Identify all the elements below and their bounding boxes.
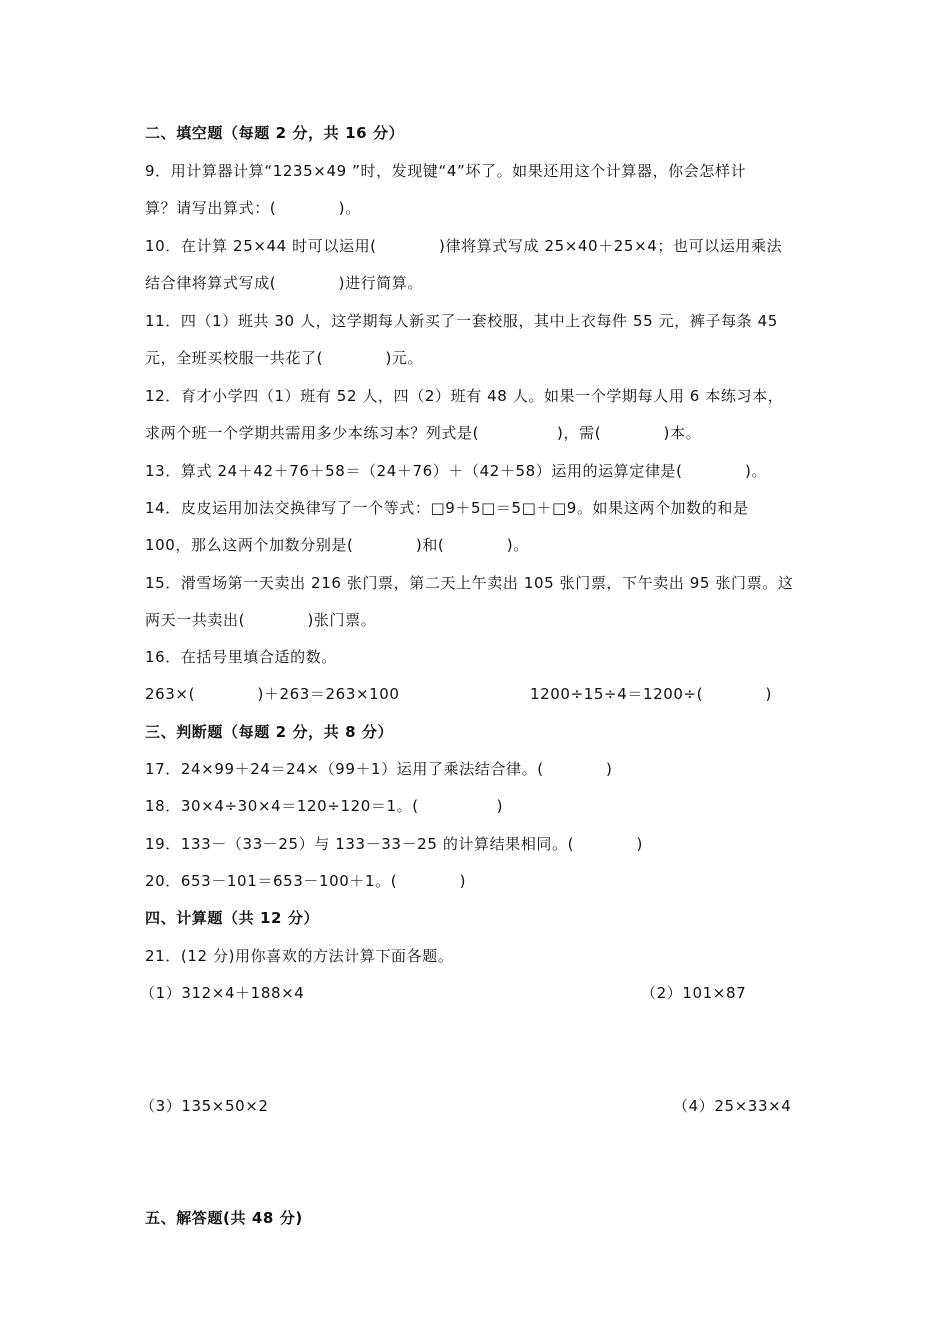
question-19: 19．133－（33－25）与 133－33－25 的计算结果相同。( ) [145, 835, 643, 853]
question-14-line-1: 14．皮皮运用加法交换律写了一个等式：□9＋5□＝5□＋□9。如果这两个加数的和是 [145, 499, 749, 517]
question-17: 17．24×99＋24＝24×（99＋1）运用了乘法结合律。( ) [145, 760, 613, 778]
calc-problem-3: （3）135×50×2 [140, 1097, 269, 1115]
question-11-line-1: 11．四（1）班共 30 人，这学期每人新买了一套校服，其中上衣每件 55 元，裤子每条 45 [145, 312, 778, 330]
question-9-line-2: 算？请写出算式：( )。 [145, 199, 361, 217]
question-12-line-2: 求两个班一个学期共需用多少本练习本？列式是( )，需( )本。 [145, 424, 702, 442]
question-12-line-1: 12．育才小学四（1）班有 52 人，四（2）班有 48 人。如果一个学期每人用 6 本练习本， [145, 387, 784, 405]
calc-problem-4: （4）25×33×4 [673, 1097, 792, 1115]
section-2-title: 二、填空题（每题 2 分，共 16 分） [145, 124, 405, 142]
question-20: 20．653－101＝653－100＋1。( ) [145, 872, 467, 890]
question-16-line-1: 16．在括号里填合适的数。 [145, 648, 337, 666]
question-9-line-1: 9．用计算器计算“1235×49 ”时，发现键“4”坏了。如果还用这个计算器，你会怎样计 [145, 162, 747, 180]
section-5-title: 五、解答题(共 48 分) [145, 1209, 303, 1227]
calc-problem-2: （2）101×87 [641, 984, 747, 1002]
calc-problem-1: （1）312×4＋188×4 [140, 984, 305, 1002]
question-15-line-1: 15．滑雪场第一天卖出 216 张门票，第二天上午卖出 105 张门票，下午卖出 95 张门票。这 [145, 574, 794, 592]
question-18: 18．30×4÷30×4＝120÷120＝1。( ) [145, 797, 504, 815]
question-10-line-1: 10．在计算 25×44 时可以运用( )律将算式写成 25×40＋25×4；也可以运用乘法 [145, 237, 783, 255]
question-13-line-1: 13．算式 24＋42＋76＋58＝（24＋76）＋（42＋58）运用的运算定律是( )。 [145, 462, 768, 480]
question-10-line-2: 结合律将算式写成( )进行简算。 [145, 274, 424, 292]
question-21: 21．(12 分)用你喜欢的方法计算下面各题。 [145, 947, 454, 965]
question-16-item-b: 1200÷15÷4＝1200÷( ) [530, 685, 772, 703]
question-15-line-2: 两天一共卖出( )张门票。 [145, 611, 377, 629]
question-14-line-2: 100，那么这两个加数分别是( )和( )。 [145, 536, 529, 554]
question-16-item-a: 263×( )＋263＝263×100 [145, 685, 400, 703]
section-4-title: 四、计算题（共 12 分） [145, 909, 320, 927]
question-11-line-2: 元，全班买校服一共花了( )元。 [145, 349, 424, 367]
section-3-title: 三、判断题（每题 2 分，共 8 分） [145, 723, 394, 741]
